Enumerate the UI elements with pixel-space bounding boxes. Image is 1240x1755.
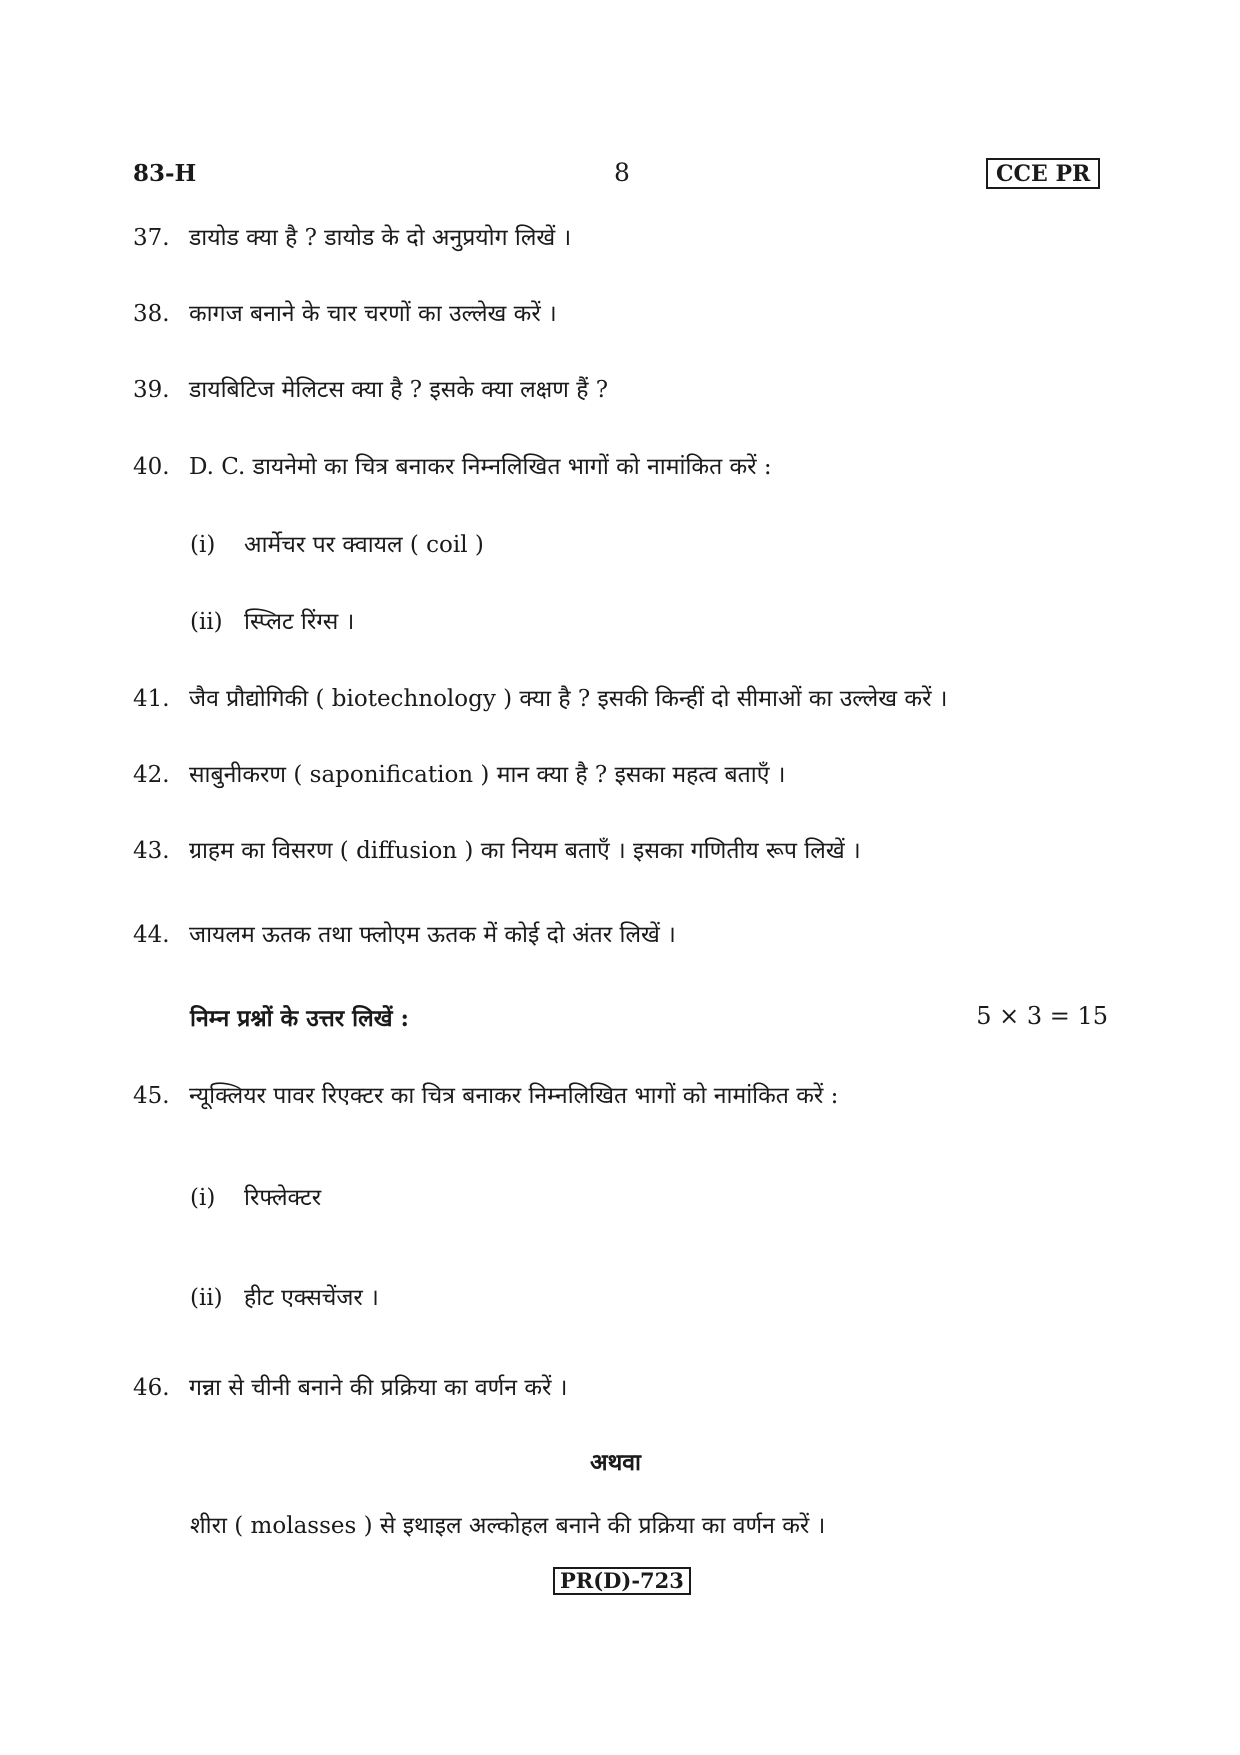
question-text: जायलम ऊतक तथा फ्लोएम ऊतक में कोई दो अंतर लिखें । bbox=[189, 922, 676, 948]
question-number: 39. bbox=[133, 377, 170, 403]
question-37 bbox=[133, 220, 571, 252]
question-39 bbox=[133, 372, 608, 404]
or-label: अथवा bbox=[590, 1449, 642, 1476]
question-text: ग्राहम का विसरण ( diffusion ) का नियम बताएँ । इसका गणितीय रूप लिखें । bbox=[189, 838, 861, 864]
question-number: 45. bbox=[133, 1083, 170, 1109]
page-number: 8 bbox=[614, 158, 630, 187]
part-text: आर्मेचर पर क्वायल ( coil ) bbox=[244, 532, 484, 558]
question-45-part-ii bbox=[190, 1280, 379, 1312]
part-text: हीट एक्सचेंजर । bbox=[244, 1285, 379, 1311]
question-number: 38. bbox=[133, 301, 170, 327]
question-text: जैव प्रौद्योगिकी ( biotechnology ) क्या है ? इसकी किन्हीं दो सीमाओं का उल्लेख करें । bbox=[189, 686, 948, 712]
part-label: (ii) bbox=[190, 609, 223, 635]
question-46 bbox=[133, 1370, 567, 1402]
question-41 bbox=[133, 681, 948, 713]
question-number: 43. bbox=[133, 838, 170, 864]
question-number: 44. bbox=[133, 922, 170, 948]
question-number: 37. bbox=[133, 225, 170, 251]
section-heading: निम्न प्रश्नों के उत्तर लिखें : bbox=[190, 1005, 410, 1032]
question-number: 41. bbox=[133, 686, 170, 712]
section-marks: 5 × 3 = 15 bbox=[976, 1002, 1108, 1030]
question-45 bbox=[133, 1078, 838, 1110]
footer-code-box: PR(D)-723 bbox=[553, 1567, 691, 1595]
question-45-part-i bbox=[190, 1180, 321, 1212]
question-text: डायबिटिज मेलिटस क्या है ? इसके क्या लक्षण हैं ? bbox=[189, 377, 609, 403]
question-number: 40. bbox=[133, 454, 170, 480]
part-text: रिफ्लेक्टर bbox=[244, 1185, 322, 1211]
question-number: 46. bbox=[133, 1375, 170, 1401]
question-text: कागज बनाने के चार चरणों का उल्लेख करें । bbox=[189, 301, 557, 327]
exam-series-box: CCE PR bbox=[986, 158, 1100, 189]
alternative-question: शीरा ( molasses ) से इथाइल अल्कोहल बनाने की प्रक्रिया का वर्णन करें । bbox=[190, 1513, 826, 1539]
paper-code: 83-H bbox=[133, 160, 197, 187]
question-40-part-ii bbox=[190, 604, 354, 636]
question-text: गन्ना से चीनी बनाने की प्रक्रिया का वर्णन करें । bbox=[189, 1375, 568, 1401]
part-label: (i) bbox=[190, 1185, 216, 1211]
part-label: (i) bbox=[190, 532, 216, 558]
question-number: 42. bbox=[133, 762, 170, 788]
question-42 bbox=[133, 757, 785, 789]
question-44 bbox=[133, 917, 676, 949]
question-38 bbox=[133, 296, 557, 328]
question-40 bbox=[133, 449, 772, 481]
question-text: न्यूक्लियर पावर रिएक्टर का चित्र बनाकर निम्नलिखित भागों को नामांकित करें : bbox=[189, 1083, 839, 1109]
question-40-part-i bbox=[190, 527, 484, 559]
question-43 bbox=[133, 833, 861, 865]
question-text: साबुनीकरण ( saponification ) मान क्या है ? इसका महत्व बताएँ । bbox=[189, 762, 786, 788]
question-text: डायोड क्या है ? डायोड के दो अनुप्रयोग लिखें । bbox=[189, 225, 572, 251]
question-text: D. C. डायनेमो का चित्र बनाकर निम्नलिखित भागों को नामांकित करें : bbox=[189, 454, 772, 480]
part-label: (ii) bbox=[190, 1285, 223, 1311]
part-text: स्प्लिट रिंग्स । bbox=[244, 609, 355, 635]
